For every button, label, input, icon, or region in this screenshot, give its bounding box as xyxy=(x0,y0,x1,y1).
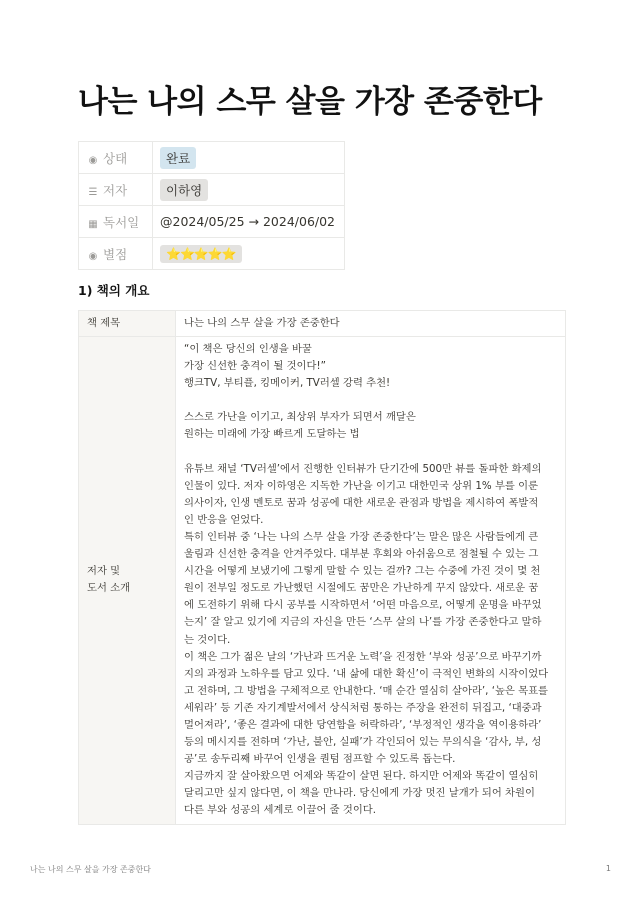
intro-line: 지금까지 잘 살아왔으면 어제와 똑같이 살면 된다. 하지만 어제와 똑같이 열심히 xyxy=(184,770,539,783)
intro-line: 울림과 신선한 충격을 안겨주었다. 대부분 후회와 아쉬움으로 점철될 수 있는 그 xyxy=(184,548,539,561)
property-label: 별점 xyxy=(103,246,128,262)
header-line: 저자 및 xyxy=(87,565,121,578)
property-label-cell xyxy=(79,142,153,174)
intro-paragraph xyxy=(184,768,557,819)
intro-line: 특히 인터뷰 중 ‘나는 나의 스무 살을 가장 존중한다’는 말은 많은 사람들에게 큰 xyxy=(184,530,539,543)
intro-line: 다른 부와 성공의 세계로 이끌어 줄 것이다. xyxy=(184,804,377,817)
intro-line: 인물이 있다. 저자 이하영은 지독한 가난을 이기고 대한민국 상위 1% 부를 이룬 xyxy=(184,479,539,492)
intro-line: 공’로 송두리째 바꾸어 인생을 퀀텀 점프할 수 있도록 돕는다. xyxy=(184,753,456,766)
property-value-cell[interactable] xyxy=(153,174,345,206)
property-row-author xyxy=(79,174,345,206)
paragraph-gap xyxy=(184,444,557,461)
property-label: 상태 xyxy=(103,150,128,166)
page-title: 나는 나의 스무 살을 가장 존중한다 xyxy=(78,84,542,120)
intro-line: 원하는 미래에 가장 빠르게 도달하는 법 xyxy=(184,428,360,441)
overview-table xyxy=(78,310,566,825)
property-label-cell xyxy=(79,206,153,238)
read-date-value: @2024/05/25 → 2024/06/02 xyxy=(160,214,336,229)
intro-line: 스스로 가난을 이기고, 최상위 부자가 되면서 깨달은 xyxy=(184,411,416,424)
intro-paragraph xyxy=(184,461,557,529)
properties-table xyxy=(78,141,345,270)
footer-title: 나는 나의 스무 살을 가장 존중한다 xyxy=(30,865,151,874)
status-icon: ◉ xyxy=(88,154,98,166)
property-row-status xyxy=(79,142,345,174)
status-icon: ◉ xyxy=(88,250,98,262)
intro-line: 이 책은 그가 젊은 날의 ‘가난과 뜨거운 노력’을 진정한 ‘부와 성공’으로 바꾸기까 xyxy=(184,650,542,663)
page-number: 1 xyxy=(605,864,611,873)
intro-cell xyxy=(176,337,566,824)
intro-line: 원이 전부일 정도로 가난했던 시절에도 꿈만은 가난하게 꾸지 않았다. 새로운 꿈 xyxy=(184,582,539,595)
property-row-rating xyxy=(79,238,345,270)
paragraph-gap xyxy=(184,392,557,409)
intro-line: 시간을 어떻게 보냈기에 그렇게 말할 수 있는 걸까? 그는 수중에 가진 것이 몇 천 xyxy=(184,565,541,578)
property-label: 독서일 xyxy=(103,214,140,230)
intro-line: 가장 신선한 충격이 될 것이다!” xyxy=(184,360,326,373)
intro-line: 고 전하며, 그 방법을 구체적으로 안내한다. ‘매 순간 열심히 살아라’, ‘높은 목표를 xyxy=(184,684,548,697)
intro-paragraph xyxy=(184,409,557,443)
intro-line: 달리고만 싶지 않다면, 이 책을 만나라. 당신에게 가장 멋진 날개가 되어 차원이 xyxy=(184,787,535,800)
property-label-cell xyxy=(79,174,153,206)
property-value-cell[interactable] xyxy=(153,238,345,270)
intro-paragraph xyxy=(184,341,557,392)
intro-paragraph xyxy=(184,529,557,649)
property-label: 저자 xyxy=(103,182,128,198)
header-cell: 책 제목 xyxy=(79,311,176,337)
rating-stars: ⭐⭐⭐⭐⭐ xyxy=(160,245,242,263)
table-row xyxy=(79,311,566,337)
intro-line: 등의 메시지를 전하며 ‘가난, 불안, 실패’가 각인되어 있는 무의식을 ‘감사, 부, 성 xyxy=(184,736,542,749)
intro-line: 의사이자, 인생 멘토로 꿈과 성공에 대한 새로운 관점과 방법을 제시하여 폭발적 xyxy=(184,496,539,509)
header-cell xyxy=(79,337,176,824)
property-label-cell xyxy=(79,238,153,270)
intro-line: 는 것이다. xyxy=(184,633,231,646)
intro-line: 지의 과정과 노하우를 담고 있다. ‘내 삶에 대한 확신’이 극적인 변화의 시작이었다 xyxy=(184,667,549,680)
intro-paragraph xyxy=(184,649,557,769)
property-value-cell[interactable] xyxy=(153,206,345,238)
property-row-read-date xyxy=(79,206,345,238)
status-badge: 완료 xyxy=(160,147,196,169)
table-row xyxy=(79,337,566,824)
section-heading: 1) 책의 개요 xyxy=(78,283,150,298)
header-line: 도서 소개 xyxy=(87,582,131,595)
book-title-cell: 나는 나의 스무 살을 가장 존중한다 xyxy=(176,311,566,337)
intro-line: “이 책은 당신의 인생을 바꿀 xyxy=(184,343,312,356)
intro-line: 유튜브 채널 ‘TV러셀’에서 진행한 인터뷰가 단기간에 500만 뷰를 돌파한 화제의 xyxy=(184,462,542,475)
intro-line: 는지’ 잘 알고 있기에 지금의 자신을 만든 ‘스무 살의 나’를 가장 존중한다고 말하 xyxy=(184,616,542,629)
intro-line: 인 반응을 얻었다. xyxy=(184,513,264,526)
intro-line: 행크TV, 부티플, 킹메이커, TV러셀 강력 추천! xyxy=(184,377,391,390)
intro-line: 에 도전하기 위해 다시 공부를 시작하면서 ‘어떤 마음으로, 어떻게 운명을 바꾸었 xyxy=(184,599,542,612)
author-tag: 이하영 xyxy=(160,179,208,201)
calendar-icon: ▦ xyxy=(88,218,98,230)
intro-line: 멀어져라’, ‘좋은 결과에 대한 당연함을 허락하라’, ‘부정적인 생각을 역이용하라’ xyxy=(184,718,542,731)
intro-line: 세워라’ 등 기존 자기계발서에서 상식처럼 통하는 주장을 완전히 뒤집고, ‘대중과 xyxy=(184,701,542,714)
list-icon: ☰ xyxy=(88,186,98,198)
property-value-cell[interactable] xyxy=(153,142,345,174)
